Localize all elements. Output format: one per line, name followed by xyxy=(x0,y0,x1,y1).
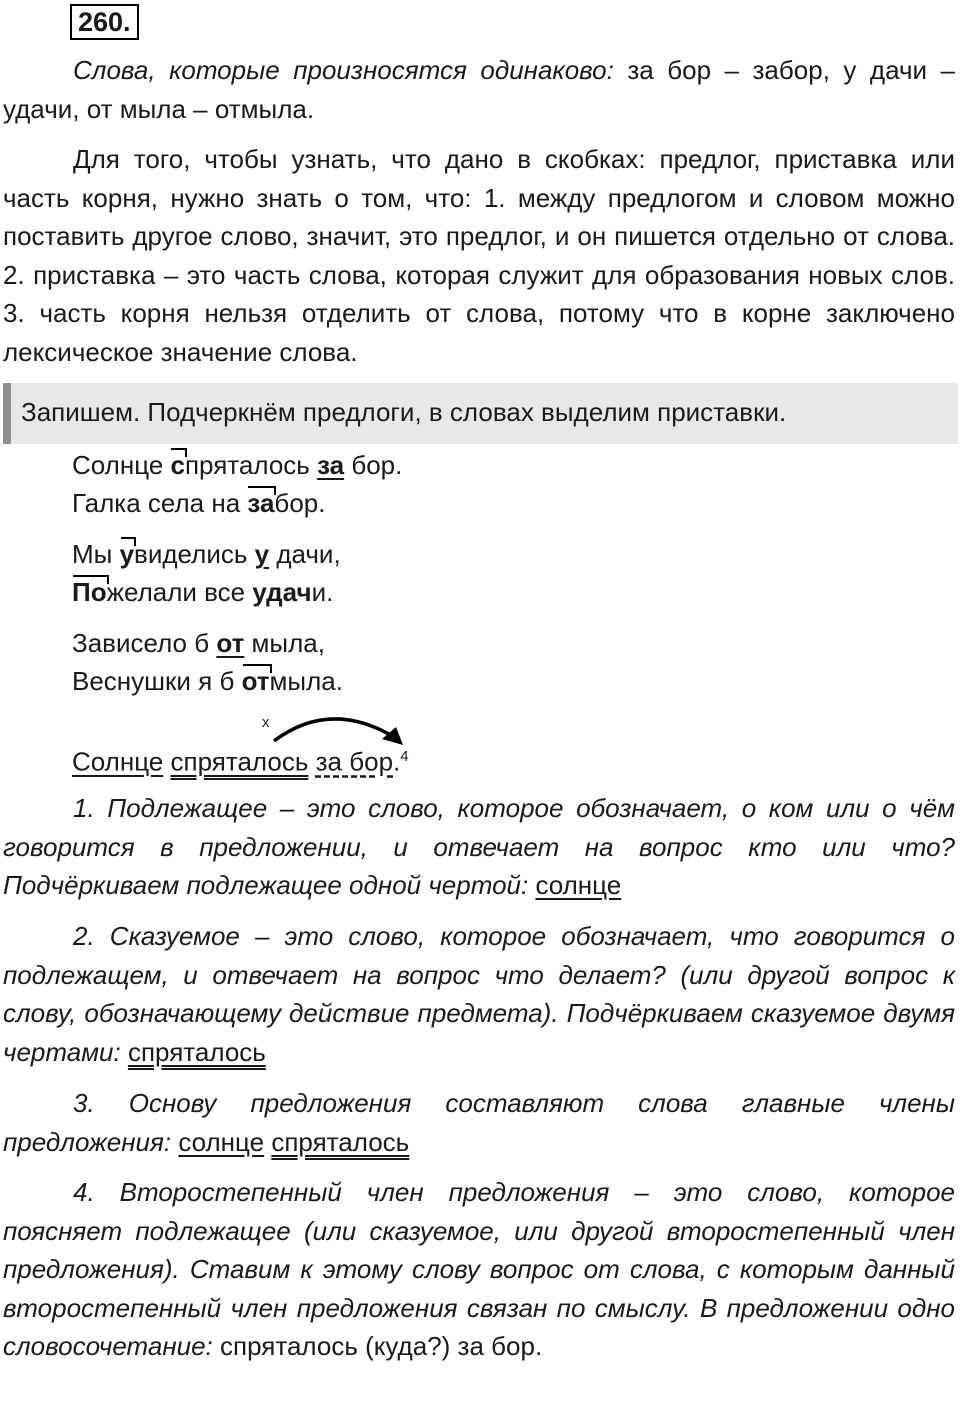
poem-text: мыла. xyxy=(269,666,343,696)
paragraph-secondary xyxy=(3,1173,955,1366)
poem-line-3 xyxy=(72,535,341,573)
parse-index: 4 xyxy=(400,748,409,765)
task-banner xyxy=(3,383,958,444)
paragraph-homophones xyxy=(3,51,955,128)
secondary-definition: 4. Второстепенный член предложения – это слово, которое поясняет подлежащее (или сказуемое, или другой второстепенный член предложения). Ставим к этому слову вопрос от слова, с которым данный второстепенный член предложения связан по смыслу. В предложении одно словосочетание: xyxy=(3,1177,955,1361)
paragraph-subject xyxy=(3,789,955,905)
predicate-definition: 2. Сказуемое – это слово, которое обозначает, что говорится о подлежащем, и отвечает на вопрос что делает? (или другой вопрос к слову, обозначающему действие предмета). Подчёркиваем сказуемое двумя чертами: xyxy=(3,921,955,1067)
poem-text: бор. xyxy=(274,488,326,518)
question-mark-x: x xyxy=(262,714,270,731)
homophones-label: Слова, которые произносятся одинаково: xyxy=(73,55,614,85)
poem-text: Веснушки я б xyxy=(72,666,242,696)
subject-example: солнце xyxy=(535,870,622,900)
poem-text: Зависело б xyxy=(72,628,217,658)
preposition-underlined: у xyxy=(254,539,270,569)
paragraph-rules: Для того, чтобы узнать, что дано в скобках: предлог, приставка или часть корня, нужно знать о том, что: 1. между предлогом и словом можно поставить другое слово, значит, это предлог, и он пишется отдельно от слова. 2. приставка – это часть слова, которая служит для образования новых слов. 3. часть корня нельзя отделить от слова, потому что в корне заключено лексическое значение слова. xyxy=(3,144,955,367)
poem-line-6 xyxy=(72,662,343,700)
preposition-underlined: от xyxy=(216,628,245,658)
task-text: Запишем. Подчеркнём предлоги, в словах выделим приставки. xyxy=(21,397,787,427)
poem-text: Мы xyxy=(72,539,120,569)
preposition-underlined: за xyxy=(317,450,345,480)
poem-text: пряталось xyxy=(184,450,318,480)
poem-line-5 xyxy=(72,624,325,662)
prefix-mark: у xyxy=(120,535,134,573)
poem-text: желали все xyxy=(106,577,253,607)
poem-text: бор. xyxy=(344,450,403,480)
root-bold: удач xyxy=(252,577,312,607)
poem-text: и. xyxy=(311,577,334,607)
basis-subject: солнце xyxy=(178,1126,265,1157)
subject-definition: 1. Подлежащее – это слово, которое обозначает, о ком или о чём говорится в предложении, и отвечает на вопрос кто или что? Подчёркиваем подлежащее одной чертой: xyxy=(3,793,955,900)
parsed-sentence xyxy=(72,738,409,781)
prefix-mark: с xyxy=(170,446,184,484)
paragraph-predicate xyxy=(3,917,955,1071)
poem-text: Солнце xyxy=(72,450,171,480)
poem-text: мыла, xyxy=(244,628,325,658)
adverbial-phrase: за бор xyxy=(315,746,394,777)
prefix-mark: за xyxy=(247,484,274,522)
poem-line-2 xyxy=(72,484,325,522)
predicate-example: спряталось xyxy=(127,1036,266,1067)
poem-text: виделись xyxy=(134,539,255,569)
exercise-number: 260. xyxy=(70,4,139,40)
phrase-example: спряталось (куда?) за бор. xyxy=(212,1331,543,1361)
basis-predicate: спряталось xyxy=(271,1126,410,1157)
homophones-examples: за бор – забор, у дачи – удачи, от мыла – отмыла. xyxy=(3,55,955,124)
subject-word: Солнце xyxy=(72,746,164,777)
prefix-mark: от xyxy=(242,662,270,700)
poem-text: Галка села на xyxy=(72,488,248,518)
predicate-word: спряталось xyxy=(170,746,309,777)
basis-definition: 3. Основу предложения составляют слова главные члены предложения: xyxy=(3,1088,955,1157)
sentence-end: . xyxy=(393,746,401,777)
paragraph-basis xyxy=(3,1084,955,1161)
poem-line-4 xyxy=(72,573,333,611)
prefix-mark: По xyxy=(72,573,107,611)
poem-text: дачи, xyxy=(269,539,341,569)
poem-line-1 xyxy=(72,446,402,484)
